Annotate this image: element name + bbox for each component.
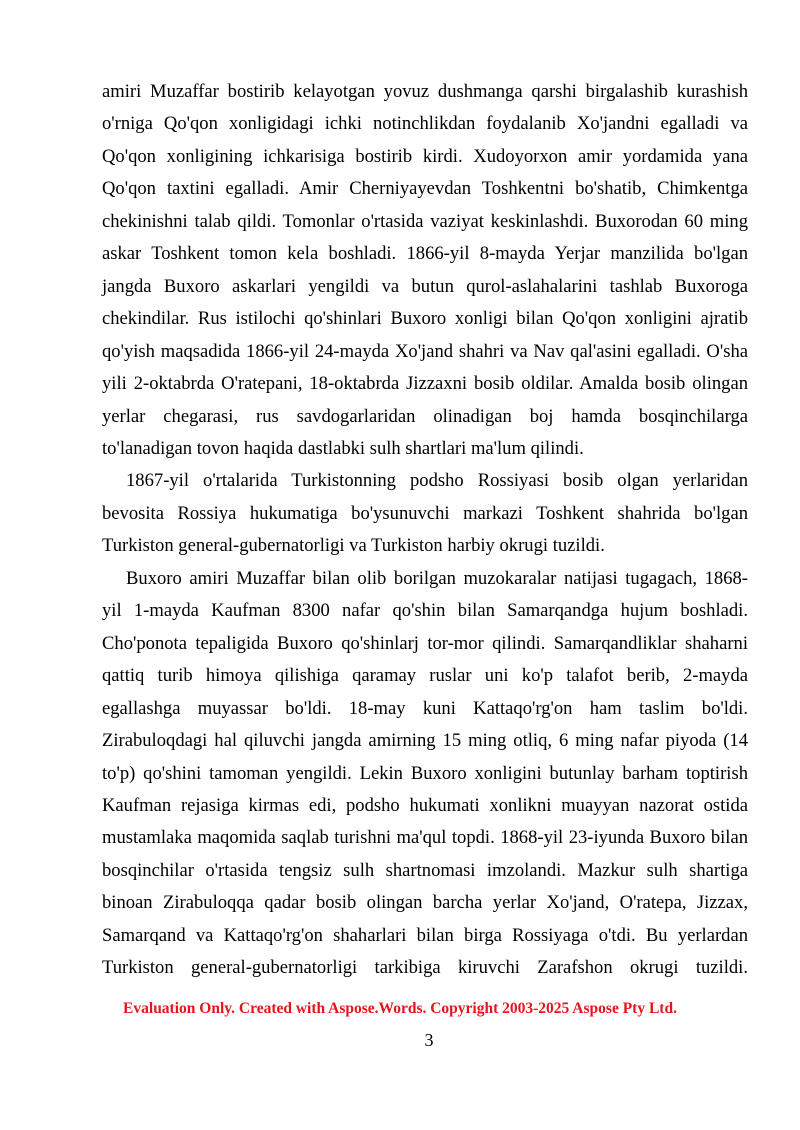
text-line: to'lanadigan tovon haqida dastlabki sulh shartlari ma'lum qilindi. — [102, 437, 584, 459]
text-line: askar Toshkent tomon kela boshladi. 1866-yil 8-mayda Yerjar manzilida bo'lgan — [102, 243, 748, 265]
text-line: to'p) qo'shini tamoman yengildi. Lekin Buxoro xonligini butunlay barham toptirish — [102, 762, 748, 784]
text-line: bosqinchilar o'rtasida tengsiz sulh shartnomasi imzolandi. Mazkur sulh shartiga — [102, 859, 748, 881]
text-line: Turkiston general-gubernatorligi va Turkiston harbiy okrugi tuzildi. — [102, 535, 605, 557]
text-line: Kaufman rejasiga kirmas edi, podsho hukumati xonlikni muayyan nazorat ostida — [102, 794, 748, 816]
text-line: o'rniga Qo'qon xonligidagi ichki notinchlikdan foydalanib Xo'jandni egalladi va — [102, 113, 748, 135]
text-line: 1867-yil o'rtalarida Turkistonning podsho Rossiyasi bosib olgan yerlaridan — [126, 470, 748, 492]
text-line: Turkiston general-gubernatorligi tarkibiga kiruvchi Zarafshon okrugi tuzildi. — [102, 957, 748, 979]
paragraph-1 — [102, 76, 748, 465]
paragraph-2 — [102, 465, 748, 562]
paragraph-3 — [102, 563, 748, 985]
text-line: chekindilar. Rus istilochi qo'shinlari Buxoro xonligi bilan Qo'qon xonligini ajratib — [102, 308, 748, 330]
text-line: jangda Buxoro askarlari yengildi va butun qurol-aslahalarini tashlab Buxoroga — [102, 275, 748, 297]
text-line: Qo'qon xonligining ichkarisiga bostirib kirdi. Xudoyorxon amir yordamida yana — [102, 145, 748, 167]
text-line: yil 1-mayda Kaufman 8300 nafar qo'shin bilan Samarqandga hujum boshladi. — [102, 600, 748, 622]
text-line: qo'yish maqsadida 1866-yil 24-mayda Xo'jand shahri va Nav qal'asini egalladi. O'sha — [102, 340, 748, 362]
text-line: amiri Muzaffar bostirib kelayotgan yovuz dushmanga qarshi birgalashib kurashish — [102, 81, 748, 102]
text-line: qattiq turib himoya qilishiga qaramay ruslar uni ko'p talafot berib, 2-mayda — [102, 665, 748, 687]
evaluation-watermark: Evaluation Only. Created with Aspose.Words. Copyright 2003-2025 Aspose Pty Ltd. — [123, 1000, 677, 1017]
text-line: Buxoro amiri Muzaffar bilan olib borilgan muzokaralar natijasi tugagach, 1868- — [126, 567, 748, 589]
text-line: mustamlaka maqomida saqlab turishni ma'qul topdi. 1868-yil 23-iyunda Buxoro bilan — [102, 827, 748, 849]
text-line: yili 2-oktabrda O'ratepani, 18-oktabrda Jizzaxni bosib oldilar. Amalda bosib olingan — [102, 373, 748, 395]
text-line: bevosita Rossiya hukumatiga bo'ysunuvchi markazi Toshkent shahrida bo'lgan — [102, 502, 748, 524]
text-line: yerlar chegarasi, rus savdogarlaridan olinadigan boj hamda bosqinchilarga — [102, 405, 748, 427]
text-line: Zirabuloqdagi hal qiluvchi jangda amirning 15 ming otliq, 6 ming nafar piyoda (14 — [102, 730, 748, 752]
text-line: Qo'qon taxtini egalladi. Amir Cherniyayevdan Toshkentni bo'shatib, Chimkentga — [102, 178, 748, 200]
text-line: binoan Zirabuloqqa qadar bosib olingan barcha yerlar Xo'jand, O'ratepa, Jizzax, — [102, 892, 748, 914]
text-line: egallashga muyassar bo'ldi. 18-may kuni Kattaqo'rg'on ham taslim bo'ldi. — [102, 697, 748, 719]
text-line: Cho'ponota tepaligida Buxoro qo'shinlarj tor-mor qilindi. Samarqandliklar shaharni — [102, 632, 748, 654]
page-number: 3 — [424, 1030, 434, 1050]
text-line: chekinishni talab qildi. Tomonlar o'rtasida vaziyat keskinlashdi. Buxorodan 60 ming — [102, 210, 748, 232]
text-line: Samarqand va Kattaqo'rg'on shaharlari bilan birga Rossiyaga o'tdi. Bu yerlardan — [102, 924, 748, 946]
body-text — [102, 76, 748, 985]
